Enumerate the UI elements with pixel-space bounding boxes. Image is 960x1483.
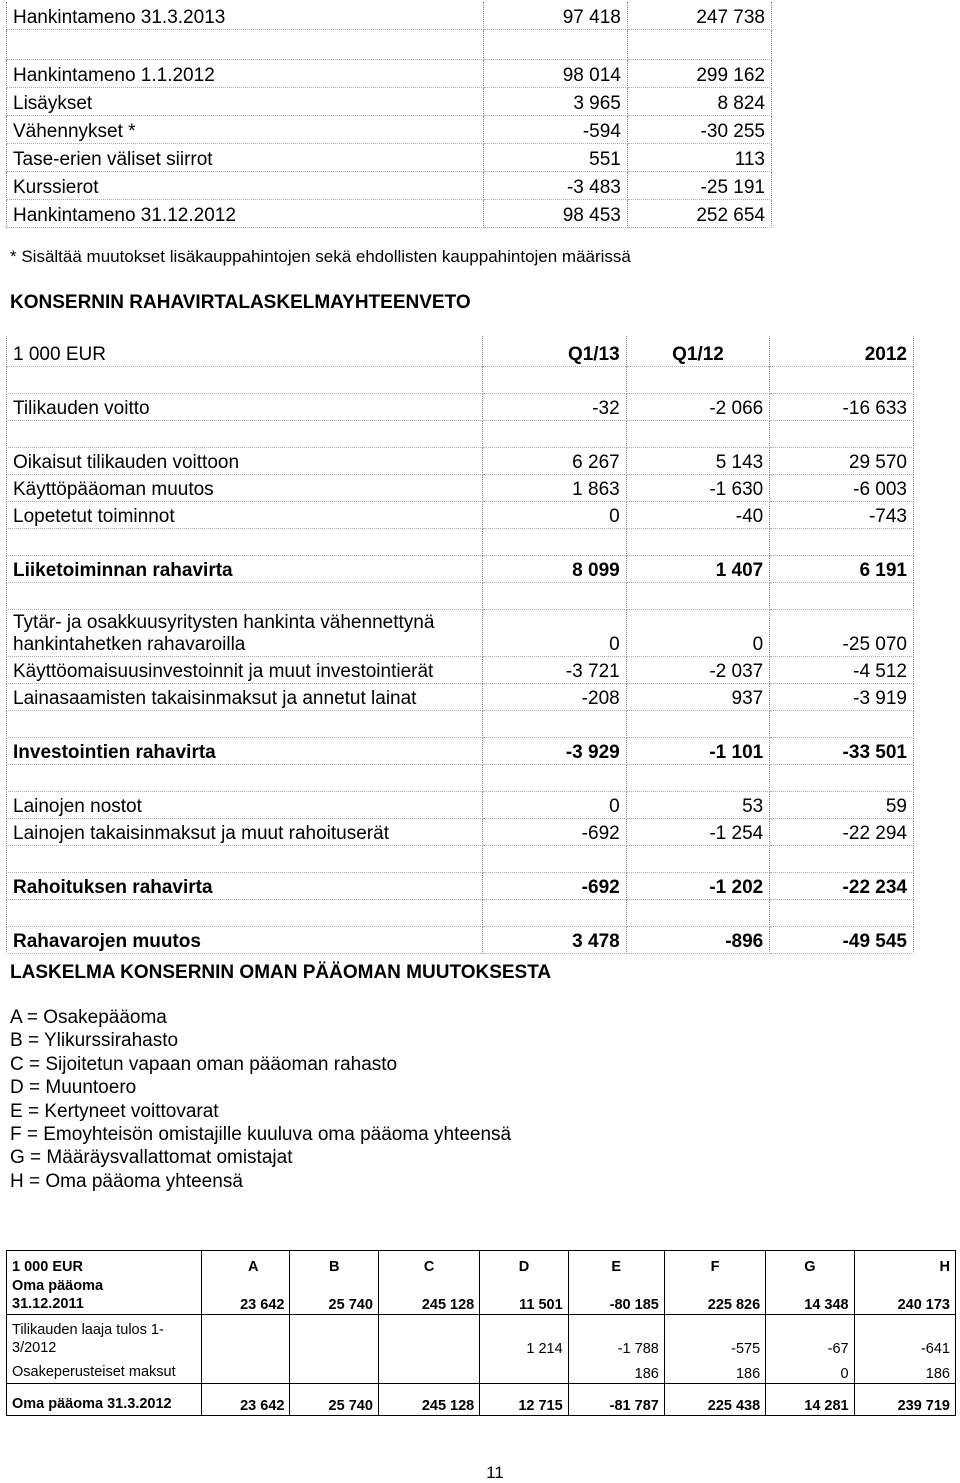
cashflow-table <box>6 336 914 954</box>
cell-value: 937 <box>626 684 770 711</box>
cell-value: 29 570 <box>770 448 914 475</box>
cell-value: 186 <box>854 1358 955 1384</box>
legend-item: A = Osakepääoma <box>10 1007 167 1028</box>
cell-value: 23 642 <box>202 1384 290 1416</box>
cell-value: -81 787 <box>568 1384 664 1416</box>
column-header: F <box>664 1251 765 1277</box>
cell-value: 240 173 <box>854 1276 955 1315</box>
row-label: Käyttöpääoman muutos <box>7 475 483 502</box>
table-row <box>7 610 914 657</box>
cell-value: -594 <box>483 116 627 144</box>
table-row <box>7 88 772 116</box>
row-label: Rahavarojen muutos <box>7 927 483 954</box>
table-header-row <box>7 336 914 367</box>
spacer-row <box>7 529 914 556</box>
cell-value: -32 <box>483 394 627 421</box>
cell-value <box>202 1315 290 1359</box>
column-header: 1 000 EUR <box>7 1251 202 1277</box>
row-label: Lainojen nostot <box>7 792 483 819</box>
cell-value: -22 234 <box>770 873 914 900</box>
legend-item: B = Ylikurssirahasto <box>10 1030 179 1052</box>
cell-value: -40 <box>626 502 770 529</box>
cell-value: 5 143 <box>626 448 770 475</box>
cell-value: 0 <box>766 1358 854 1384</box>
column-header: D <box>480 1251 568 1277</box>
asset-movement-table <box>6 2 772 228</box>
row-label-line: Tilikauden laaja tulos 1- <box>12 1322 164 1338</box>
row-label: Liiketoiminnan rahavirta <box>7 556 483 583</box>
column-header: E <box>568 1251 664 1277</box>
cell-value: -3 721 <box>483 657 627 684</box>
row-label: Investointien rahavirta <box>7 738 483 765</box>
cell-value: 3 478 <box>483 927 627 954</box>
footnote: * Sisältää muutokset lisäkauppahintojen sekä ehdollisten kauppahintojen määrissä <box>10 247 631 266</box>
column-header: 2012 <box>770 336 914 367</box>
spacer-row <box>7 367 914 394</box>
table-row <box>7 792 914 819</box>
cell-value: 8 099 <box>483 556 627 583</box>
row-label: Oikaisut tilikauden voittoon <box>7 448 483 475</box>
cell-value: -3 929 <box>483 738 627 765</box>
page-number: 11 <box>486 1463 504 1482</box>
equity-title: LASKELMA KONSERNIN OMAN PÄÄOMAN MUUTOKSESTA <box>10 962 552 983</box>
cell-value: 225 438 <box>664 1384 765 1416</box>
row-label: Hankintameno 1.1.2012 <box>7 60 484 88</box>
cell-value: 97 418 <box>483 2 627 30</box>
cell-value: 299 162 <box>627 60 771 88</box>
table-row <box>7 1276 956 1315</box>
row-label: Hankintameno 31.3.2013 <box>7 2 484 30</box>
cell-value: 59 <box>770 792 914 819</box>
table-row <box>7 1358 956 1384</box>
column-header: Q1/12 <box>626 336 770 367</box>
row-label: Käyttöomaisuusinvestoinnit ja muut investointierät <box>7 657 483 684</box>
cell-value: 11 501 <box>480 1276 568 1315</box>
table-row <box>7 116 772 144</box>
cell-value: 98 453 <box>483 200 627 228</box>
cell-value <box>378 1358 479 1384</box>
cashflow-title: KONSERNIN RAHAVIRTALASKELMAYHTEENVETO <box>10 292 471 313</box>
cell-value: 14 281 <box>766 1384 854 1416</box>
cell-value: -3 483 <box>483 172 627 200</box>
cell-value: -80 185 <box>568 1276 664 1315</box>
row-label: Osakeperusteiset maksut <box>7 1358 202 1384</box>
cell-value: -1 101 <box>626 738 770 765</box>
table-row <box>7 1315 956 1359</box>
row-label: Oma pääoma 31.3.2012 <box>7 1384 202 1416</box>
cell-value: -1 630 <box>626 475 770 502</box>
row-label <box>7 1276 202 1315</box>
cell-value: 98 014 <box>483 60 627 88</box>
cell-value: 113 <box>627 144 771 172</box>
column-header: H <box>854 1251 955 1277</box>
cell-value: -30 255 <box>627 116 771 144</box>
spacer-row <box>7 30 772 60</box>
column-legend <box>10 1006 511 1193</box>
cell-value: -641 <box>854 1315 955 1359</box>
cell-value: 12 715 <box>480 1384 568 1416</box>
legend-item: E = Kertyneet voittovarat <box>10 1100 219 1122</box>
row-label-line: Oma pääoma <box>12 1278 104 1294</box>
cell-value: 0 <box>483 502 627 529</box>
legend-item: C = Sijoitetun vapaan oman pääoman rahasto <box>10 1053 398 1075</box>
cell-value: -25 070 <box>770 610 914 657</box>
cell-value: -33 501 <box>770 738 914 765</box>
cell-value <box>290 1315 378 1359</box>
table-row <box>7 172 772 200</box>
spacer-row <box>7 583 914 610</box>
cell-value: 239 719 <box>854 1384 955 1416</box>
row-label: Lainojen takaisinmaksut ja muut rahoituserät <box>7 819 483 846</box>
table-row <box>7 448 914 475</box>
cell-value: -896 <box>626 927 770 954</box>
cell-value: -22 294 <box>770 819 914 846</box>
column-header: G <box>766 1251 854 1277</box>
table-row <box>7 2 772 30</box>
cell-value: -692 <box>483 819 627 846</box>
cell-value <box>480 1358 568 1384</box>
cell-value: -1 254 <box>626 819 770 846</box>
spacer-row <box>7 765 914 792</box>
row-label: Tytär- ja osakkuusyritysten hankinta vähennettynä hankintahetken rahavaroilla <box>7 610 483 657</box>
cell-value: 1 863 <box>483 475 627 502</box>
cell-value: -6 003 <box>770 475 914 502</box>
table-row <box>7 657 914 684</box>
column-header: A <box>202 1251 290 1277</box>
cell-value <box>202 1358 290 1384</box>
column-header: C <box>378 1251 479 1277</box>
table-row <box>7 684 914 711</box>
table-row <box>7 819 914 846</box>
legend-item: F = Emoyhteisön omistajille kuuluva oma pääoma yhteensä <box>10 1124 512 1146</box>
column-header: Q1/13 <box>483 336 627 367</box>
row-label: Lisäykset <box>7 88 484 116</box>
equity-table <box>6 1250 956 1416</box>
row-label: Rahoituksen rahavirta <box>7 873 483 900</box>
cell-value <box>378 1315 479 1359</box>
row-label <box>7 1315 202 1359</box>
row-label: Lopetetut toiminnot <box>7 502 483 529</box>
cell-value: -2 037 <box>626 657 770 684</box>
table-row <box>7 502 914 529</box>
cell-value: 6 191 <box>770 556 914 583</box>
cell-value: 0 <box>483 610 627 657</box>
legend-item: D = Muuntoero <box>10 1077 137 1099</box>
cell-value: 245 128 <box>378 1276 479 1315</box>
row-label-line: 3/2012 <box>12 1340 57 1356</box>
row-label: Vähennykset * <box>7 116 484 144</box>
table-row <box>7 475 914 502</box>
cell-value: 186 <box>664 1358 765 1384</box>
cell-value: 25 740 <box>290 1276 378 1315</box>
subtotal-row <box>7 873 914 900</box>
spacer-row <box>7 900 914 927</box>
table-header-row <box>7 1251 956 1277</box>
cell-value: 0 <box>483 792 627 819</box>
cell-value: -692 <box>483 873 627 900</box>
cell-value: -1 202 <box>626 873 770 900</box>
cell-value: -2 066 <box>626 394 770 421</box>
spacer-row <box>7 711 914 738</box>
row-label: Kurssierot <box>7 172 484 200</box>
cell-value: 247 738 <box>627 2 771 30</box>
total-row <box>7 1384 956 1416</box>
cell-value: 551 <box>483 144 627 172</box>
row-label-line: 31.12.2011 <box>12 1296 84 1312</box>
row-label: Tilikauden voitto <box>7 394 483 421</box>
cell-value: 0 <box>626 610 770 657</box>
legend-item: G = Määräysvallattomat omistajat <box>10 1147 293 1169</box>
cell-value: 3 965 <box>483 88 627 116</box>
spacer-row <box>7 421 914 448</box>
cell-value: 53 <box>626 792 770 819</box>
table-row <box>7 60 772 88</box>
cell-value: -3 919 <box>770 684 914 711</box>
cell-value: 25 740 <box>290 1384 378 1416</box>
cell-value: 245 128 <box>378 1384 479 1416</box>
cell-value: 186 <box>568 1358 664 1384</box>
table-row <box>7 394 914 421</box>
subtotal-row <box>7 556 914 583</box>
total-row <box>7 927 914 954</box>
legend-item: H = Oma pääoma yhteensä <box>10 1170 243 1192</box>
cell-value: -4 512 <box>770 657 914 684</box>
cell-value: -575 <box>664 1315 765 1359</box>
table-row <box>7 144 772 172</box>
cell-value: -67 <box>766 1315 854 1359</box>
cell-value: 225 826 <box>664 1276 765 1315</box>
row-label: Hankintameno 31.12.2012 <box>7 200 484 228</box>
cell-value: 6 267 <box>483 448 627 475</box>
cell-value: -1 788 <box>568 1315 664 1359</box>
cell-value: 8 824 <box>627 88 771 116</box>
cell-value: -25 191 <box>627 172 771 200</box>
table-row <box>7 200 772 228</box>
cell-value: -208 <box>483 684 627 711</box>
column-header: B <box>290 1251 378 1277</box>
cell-value: -743 <box>770 502 914 529</box>
cell-value: 23 642 <box>202 1276 290 1315</box>
cell-value <box>290 1358 378 1384</box>
cell-value: 14 348 <box>766 1276 854 1315</box>
subtotal-row <box>7 738 914 765</box>
cell-value: 1 407 <box>626 556 770 583</box>
unit-label: 1 000 EUR <box>7 336 483 367</box>
row-label: Lainasaamisten takaisinmaksut ja annetut lainat <box>7 684 483 711</box>
row-label: Tase-erien väliset siirrot <box>7 144 484 172</box>
cell-value: -16 633 <box>770 394 914 421</box>
cell-value: -49 545 <box>770 927 914 954</box>
spacer-row <box>7 846 914 873</box>
cell-value: 252 654 <box>627 200 771 228</box>
cell-value: 1 214 <box>480 1315 568 1359</box>
